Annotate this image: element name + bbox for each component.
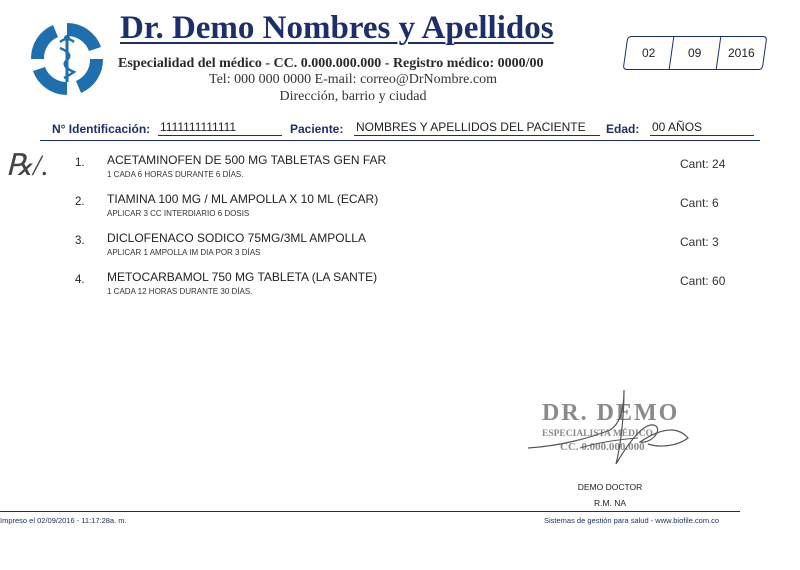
date-year: 2016 [727,46,755,60]
doctor-stamp-signature [520,380,700,470]
item-number: 2. [75,196,85,208]
age-label: Edad: [606,122,640,136]
id-label: N° Identificación: [52,122,151,136]
specialty-line: Especialidad del médico - CC. 0.000.000.000 - Registro médico: 0000/00 [118,56,544,71]
item-medication: METOCARBAMOL 750 MG TABLETA (LA SANTE) [107,270,378,284]
date-year-cell [716,37,766,69]
item-quantity: Cant: 60 [680,274,726,288]
item-quantity: Cant: 24 [680,157,726,171]
patient-name-value: NOMBRES Y APELLIDOS DEL PACIENTE [354,120,600,136]
date-month: 09 [688,46,702,60]
item-directions: 1 CADA 12 HORAS DURANTE 30 DÍAS. [107,287,253,296]
stamp-line-1: DR. DEMO [542,400,680,426]
patient-info-row [52,120,752,140]
footer-credit: Sistemas de gestión para salud - www.biofile.com.co [544,516,720,525]
prescription-item [75,153,775,187]
signature-rm: R.M. NA [593,498,627,508]
item-number: 4. [75,274,85,286]
item-medication: ACETAMINOFEN DE 500 MG TABLETAS GEN FAR [107,153,387,167]
prescription-item [75,231,775,265]
item-medication: TIAMINA 100 MG / ML AMPOLLA X 10 ML (ECAR) [107,192,379,206]
rx-symbol: ℞/. [6,149,49,182]
signature-name: DEMO DOCTOR [577,482,643,492]
footer-printed-on: Impreso el 02/09/2016 - 11:17:28a. m. [0,516,127,525]
contact-line: Tel: 000 000 0000 E-mail: correo@DrNombre.com [209,72,497,87]
footer-divider [0,511,740,512]
caduceus-logo-icon [28,20,106,98]
patient-label: Paciente: [290,122,344,136]
item-directions: APLICAR 1 AMPOLLA IM DIA POR 3 DÍAS [107,248,261,257]
age-value: 00 AÑOS [650,120,754,136]
id-value: 1111111111111 [158,120,282,136]
prescription-item [75,270,775,304]
patient-divider [40,140,760,141]
item-number: 3. [75,235,85,247]
item-quantity: Cant: 3 [680,235,719,249]
item-directions: APLICAR 3 CC INTERDIARIO 6 DOSIS [107,209,250,218]
doctor-name: Dr. Demo Nombres y Apellidos [120,10,554,46]
date-month-cell [670,37,721,69]
date-box [623,36,768,70]
item-quantity: Cant: 6 [680,196,719,210]
address-line: Dirección, barrio y ciudad [279,89,427,104]
item-directions: 1 CADA 6 HORAS DURANTE 6 DÍAS. [107,170,244,179]
item-number: 1. [75,157,85,169]
stamp-line-3: CC. 0.000.000.000 [560,441,645,453]
stamp-line-2: ESPECIALISTA MÉDICO [542,429,653,439]
prescription-item [75,192,775,226]
date-day-cell [624,37,675,69]
date-day: 02 [641,46,656,60]
item-medication: DICLOFENACO SODICO 75MG/3ML AMPOLLA [107,231,366,245]
